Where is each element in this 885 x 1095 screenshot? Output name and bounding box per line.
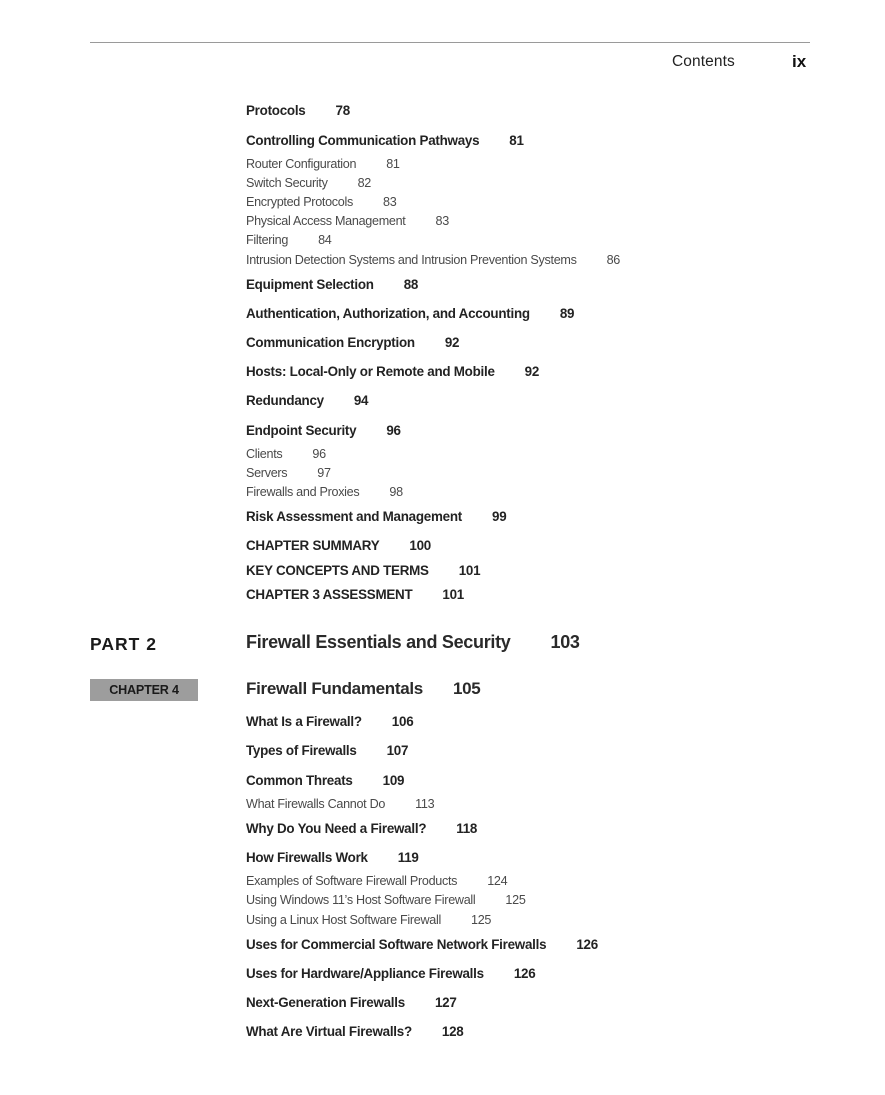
toc-subheading-text: Using Windows 11’s Host Software Firewall <box>246 893 476 907</box>
toc-heading <box>246 134 524 147</box>
toc-heading <box>246 1025 463 1038</box>
toc-heading <box>246 510 506 523</box>
toc-page-number: 96 <box>386 423 401 438</box>
toc-subheading-text: Servers <box>246 466 288 480</box>
toc-page-number: 96 <box>312 447 326 461</box>
toc-subheading-text: Firewalls and Proxies <box>246 485 360 499</box>
toc-subheading <box>246 215 449 228</box>
toc-heading-text: Authentication, Authorization, and Accounting <box>246 306 530 321</box>
toc-page-number: 125 <box>470 913 492 927</box>
toc-page-number: 98 <box>389 485 403 499</box>
toc-page-number: 109 <box>382 773 405 788</box>
toc-heading-text: Endpoint Security <box>246 423 357 438</box>
toc-heading-text: CHAPTER SUMMARY <box>246 538 380 553</box>
toc-heading <box>246 365 539 378</box>
toc-heading <box>246 774 404 787</box>
toc-heading-text: What Is a Firewall? <box>246 714 362 729</box>
toc-heading <box>246 539 431 552</box>
toc-subheading <box>246 914 491 927</box>
toc-page-number: 97 <box>317 466 331 480</box>
chapter-title: Firewall Fundamentals <box>246 679 423 698</box>
toc-page-number: 126 <box>576 937 598 952</box>
toc-page-number: 78 <box>335 103 350 118</box>
toc-page-number: 101 <box>442 587 464 602</box>
toc-subheading <box>246 875 507 888</box>
toc-page-number: 126 <box>513 966 536 981</box>
toc-heading <box>246 104 350 117</box>
toc-subheading-text: Intrusion Detection Systems and Intrusion Prevention Systems <box>246 253 577 267</box>
toc-heading <box>246 424 401 437</box>
toc-subheading <box>246 798 434 811</box>
toc-heading <box>246 394 368 407</box>
toc-heading-text: What Are Virtual Firewalls? <box>246 1024 412 1039</box>
toc-page-number: 101 <box>458 563 481 578</box>
running-header-label: Contents <box>672 53 735 70</box>
toc-subheading-text: Clients <box>246 447 283 461</box>
toc-page-number: 92 <box>444 335 460 350</box>
toc-page-number: 106 <box>391 714 414 729</box>
toc-page-number: 89 <box>559 306 575 321</box>
toc-subheading-text: Encrypted Protocols <box>246 195 353 209</box>
toc-page-number: 82 <box>357 176 372 190</box>
toc-heading-text: Communication Encryption <box>246 335 415 350</box>
toc-heading <box>246 851 419 864</box>
toc-heading-text: Uses for Commercial Software Network Firewalls <box>246 937 547 952</box>
part-title: Firewall Essentials and Security <box>246 632 511 652</box>
part-label: PART 2 <box>90 634 157 654</box>
toc-page-number: 107 <box>386 743 409 758</box>
toc-page-number: 81 <box>509 133 524 148</box>
toc-heading <box>246 822 477 835</box>
toc-page-number: 94 <box>353 393 369 408</box>
toc-heading <box>246 996 457 1009</box>
toc-heading-text: Redundancy <box>246 393 324 408</box>
toc-subheading-text: Using a Linux Host Software Firewall <box>246 913 441 927</box>
chapter-badge: CHAPTER 4 <box>90 679 198 701</box>
toc-page-number: 118 <box>456 821 478 836</box>
toc-page-number: 92 <box>524 364 540 379</box>
toc-subheading-text: Router Configuration <box>246 157 357 171</box>
toc-heading-text: Risk Assessment and Management <box>246 509 463 524</box>
page-number: ix <box>792 52 807 71</box>
toc-heading-text: Next-Generation Firewalls <box>246 995 405 1010</box>
toc-subheading-text: Switch Security <box>246 176 328 190</box>
toc-page-number: 124 <box>487 874 508 888</box>
toc-subheading <box>246 158 400 171</box>
toc-page-number: 103 <box>550 632 580 652</box>
toc-heading <box>246 307 574 320</box>
toc-heading-text: KEY CONCEPTS AND TERMS <box>246 563 429 578</box>
toc-subheading <box>246 467 331 480</box>
toc-heading <box>246 744 408 757</box>
toc-page-number: 88 <box>403 277 419 292</box>
toc-subheading <box>246 234 332 247</box>
toc-heading <box>246 336 459 349</box>
toc-page-number: 128 <box>441 1024 464 1039</box>
toc-page-number: 100 <box>409 538 431 553</box>
header-rule <box>90 42 810 43</box>
toc-heading <box>246 588 464 601</box>
toc-subheading-text: Examples of Software Firewall Products <box>246 874 458 888</box>
toc-heading <box>246 278 418 291</box>
toc-heading-text: Why Do You Need a Firewall? <box>246 821 427 836</box>
toc-subheading <box>246 254 620 267</box>
toc-heading-text: How Firewalls Work <box>246 850 368 865</box>
toc-page-number: 86 <box>606 253 621 267</box>
toc-subheading-text: Filtering <box>246 233 289 247</box>
toc-page-number: 83 <box>383 195 397 209</box>
toc-heading-text: Uses for Hardware/Appliance Firewalls <box>246 966 484 981</box>
toc-page-number: 127 <box>434 995 457 1010</box>
toc-page-number: 83 <box>435 214 449 228</box>
part-title-entry <box>246 633 580 651</box>
toc-heading-text: Equipment Selection <box>246 277 374 292</box>
toc-subheading-text: Physical Access Management <box>246 214 406 228</box>
toc-heading-text: Protocols <box>246 103 306 118</box>
toc-subheading-text: What Firewalls Cannot Do <box>246 797 386 811</box>
toc-heading <box>246 564 480 577</box>
toc-heading-text: CHAPTER 3 ASSESSMENT <box>246 587 413 602</box>
toc-page-number: 99 <box>492 509 507 524</box>
toc-subheading <box>246 894 526 907</box>
toc-subheading <box>246 177 371 190</box>
toc-page-number: 84 <box>318 233 332 247</box>
toc-subheading <box>246 196 396 209</box>
chapter-title-entry <box>246 680 480 697</box>
toc-heading <box>246 938 598 951</box>
toc-heading-text: Controlling Communication Pathways <box>246 133 480 148</box>
toc-heading-text: Hosts: Local-Only or Remote and Mobile <box>246 364 495 379</box>
toc-page-number: 125 <box>505 893 526 907</box>
toc-page-number: 81 <box>386 157 400 171</box>
toc-subheading <box>246 448 326 461</box>
toc-page-number: 119 <box>397 850 419 865</box>
toc-heading <box>246 715 413 728</box>
toc-page-number: 105 <box>452 679 481 698</box>
toc-heading-text: Common Threats <box>246 773 353 788</box>
toc-page-number: 113 <box>415 797 435 811</box>
toc-subheading <box>246 486 403 499</box>
toc-heading-text: Types of Firewalls <box>246 743 357 758</box>
toc-heading <box>246 967 535 980</box>
